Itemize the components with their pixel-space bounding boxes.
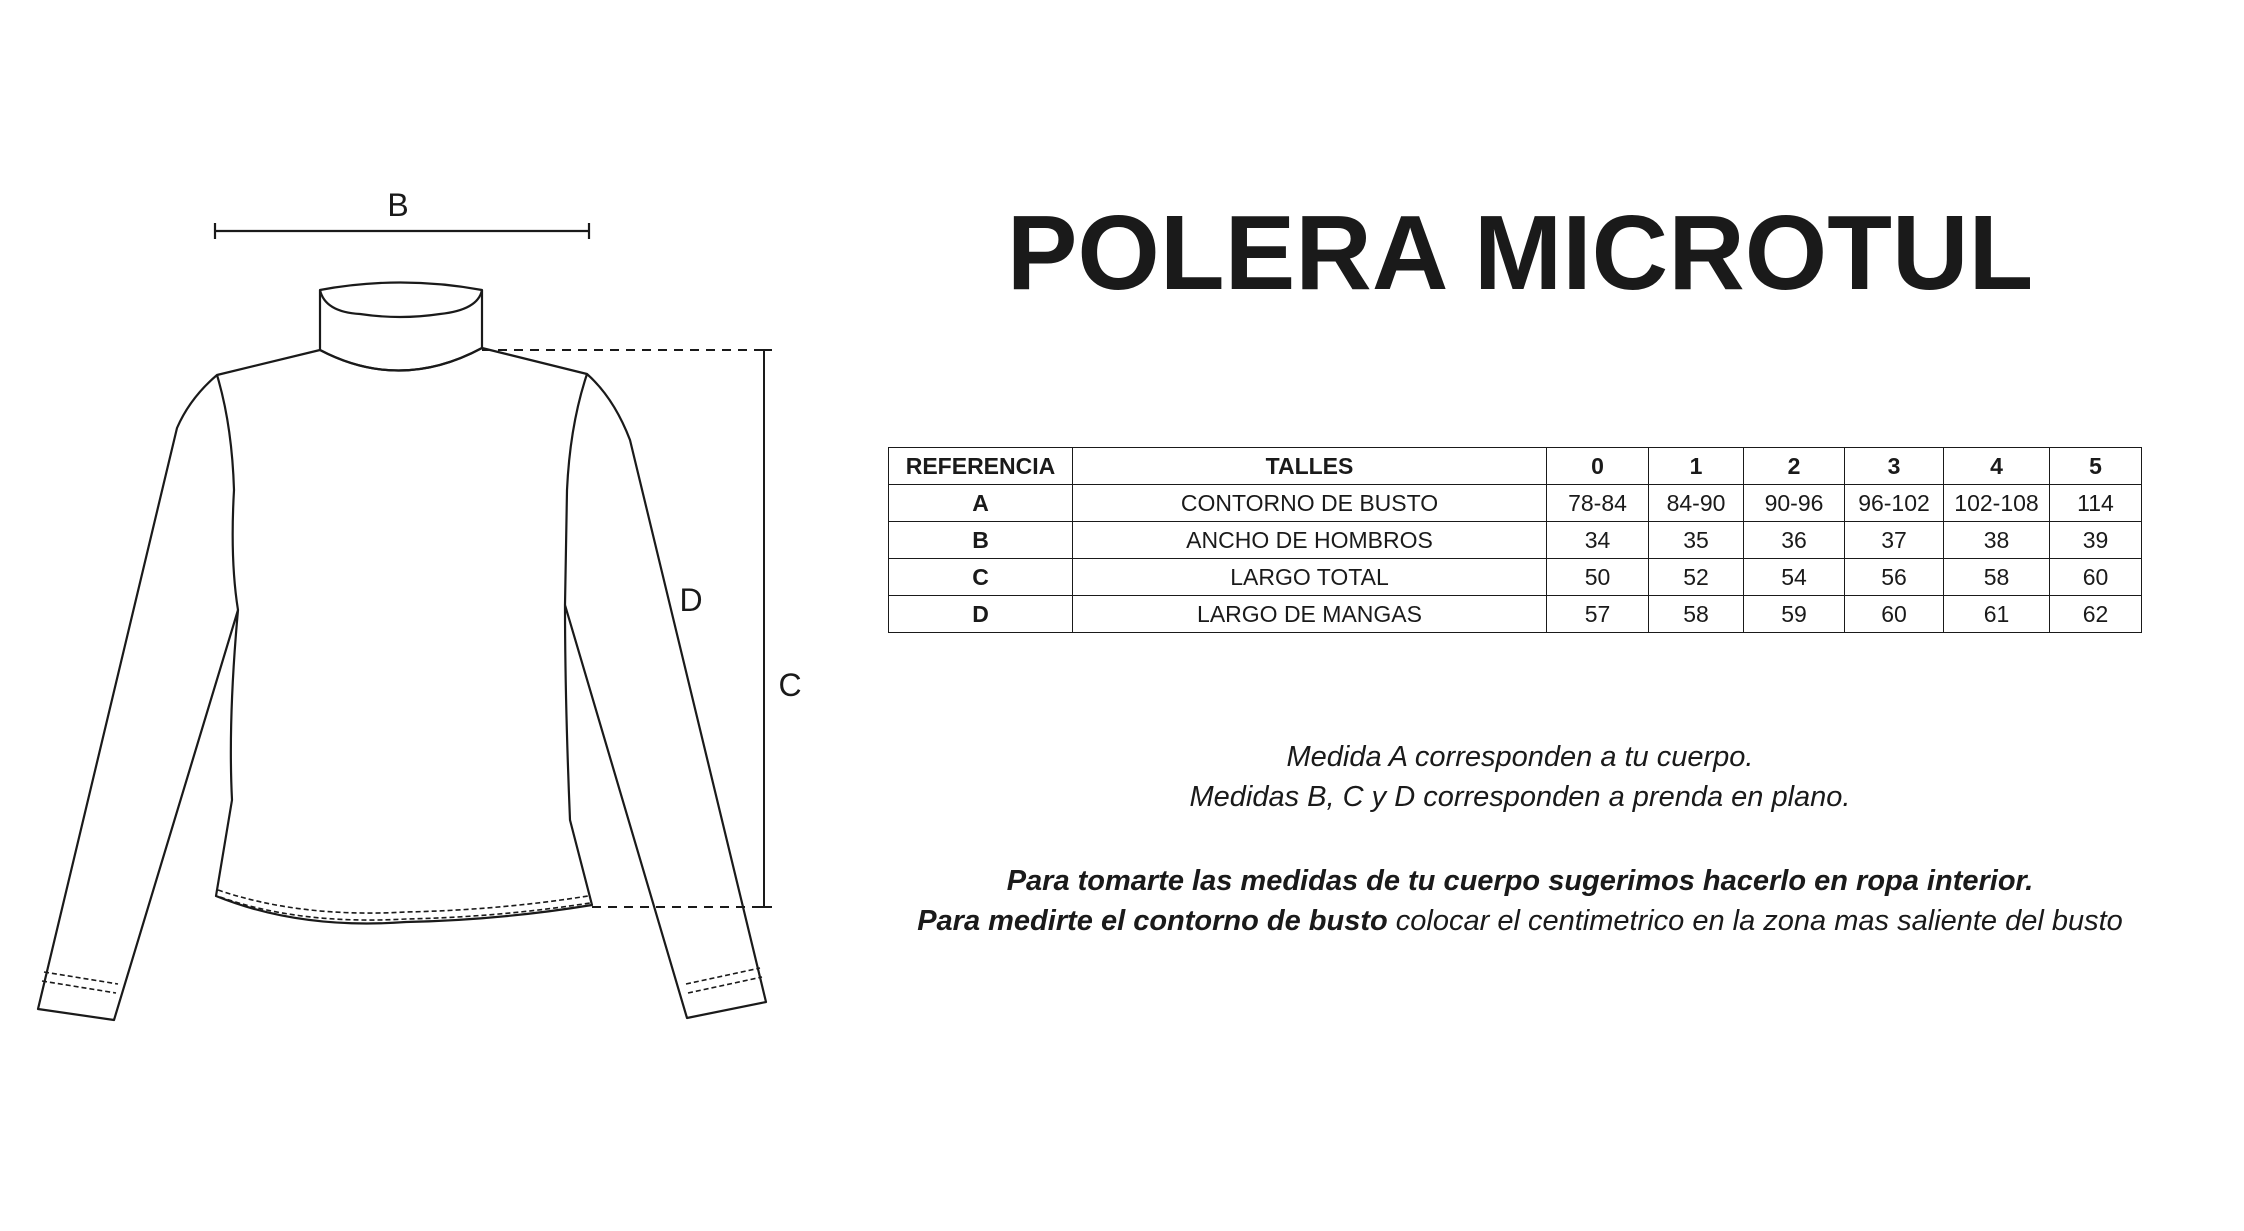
note-bust-bold: Para medirte el contorno de busto — [917, 905, 1388, 937]
row-reference: C — [889, 559, 1073, 596]
header-size: 5 — [2050, 448, 2142, 485]
table-cell: 78-84 — [1547, 485, 1649, 522]
table-row — [889, 485, 2142, 522]
header-size: 2 — [1744, 448, 1845, 485]
row-reference: D — [889, 596, 1073, 633]
row-measure-name: CONTORNO DE BUSTO — [1073, 485, 1547, 522]
note-measures-bcd: Medidas B, C y D corresponden a prenda en plano. — [1189, 781, 1851, 813]
table-cell: 90-96 — [1744, 485, 1845, 522]
row-reference: B — [889, 522, 1073, 559]
table-cell: 38 — [1944, 522, 2050, 559]
table-cell: 60 — [2050, 559, 2142, 596]
header-size: 1 — [1649, 448, 1744, 485]
table-cell: 36 — [1744, 522, 1845, 559]
right-armhole-seam — [565, 374, 587, 605]
table-cell: 34 — [1547, 522, 1649, 559]
note-bust-rest: colocar el centimetrico en la zona mas saliente del busto — [1387, 905, 2123, 937]
table-cell: 56 — [1845, 559, 1944, 596]
table-header-row — [889, 448, 2142, 485]
table-cell: 102-108 — [1944, 485, 2050, 522]
table-cell: 114 — [2050, 485, 2142, 522]
table-cell: 62 — [2050, 596, 2142, 633]
table-cell: 54 — [1744, 559, 1845, 596]
table-cell: 57 — [1547, 596, 1649, 633]
dimension-b-label: B — [387, 187, 409, 223]
product-title: POLERA MICROTUL — [1006, 194, 2034, 312]
hem-stitching — [218, 890, 588, 913]
table-cell: 60 — [1845, 596, 1944, 633]
header-talles: TALLES — [1073, 448, 1547, 485]
header-size: 3 — [1845, 448, 1944, 485]
table-cell: 96-102 — [1845, 485, 1944, 522]
table-cell: 59 — [1744, 596, 1845, 633]
table-row — [889, 596, 2142, 633]
header-size: 0 — [1547, 448, 1649, 485]
row-measure-name: LARGO TOTAL — [1073, 559, 1547, 596]
header-size: 4 — [1944, 448, 2050, 485]
note-underwear-advice — [880, 867, 2160, 896]
collar — [320, 283, 482, 371]
hem-stitching-2 — [220, 897, 590, 920]
row-reference: A — [889, 485, 1073, 522]
table-cell: 61 — [1944, 596, 2050, 633]
size-chart-table — [888, 447, 2142, 633]
note-measure-a: Medida A corresponden a tu cuerpo. — [1286, 741, 1754, 773]
dimension-d-label: D — [679, 582, 703, 618]
table-cell: 52 — [1649, 559, 1744, 596]
left-armhole-seam — [217, 375, 238, 610]
table-cell: 35 — [1649, 522, 1744, 559]
table-cell: 37 — [1845, 522, 1944, 559]
table-row — [889, 522, 2142, 559]
table-cell: 58 — [1944, 559, 2050, 596]
table-cell: 50 — [1547, 559, 1649, 596]
row-measure-name: ANCHO DE HOMBROS — [1073, 522, 1547, 559]
table-row — [889, 559, 2142, 596]
left-cuff-stitching — [42, 972, 118, 993]
table-cell: 84-90 — [1649, 485, 1744, 522]
note-bust-instructions — [880, 907, 2160, 936]
table-cell: 39 — [2050, 522, 2142, 559]
note-underwear-text: Para tomarte las medidas de tu cuerpo sugerimos hacerlo en ropa interior. — [1006, 865, 2034, 897]
garment-diagram — [0, 0, 820, 1231]
dimension-c-label: C — [778, 667, 802, 703]
right-cuff-stitching — [686, 968, 762, 993]
dimension-b-line — [215, 223, 589, 239]
row-measure-name: LARGO DE MANGAS — [1073, 596, 1547, 633]
table-cell: 58 — [1649, 596, 1744, 633]
header-referencia: REFERENCIA — [889, 448, 1073, 485]
